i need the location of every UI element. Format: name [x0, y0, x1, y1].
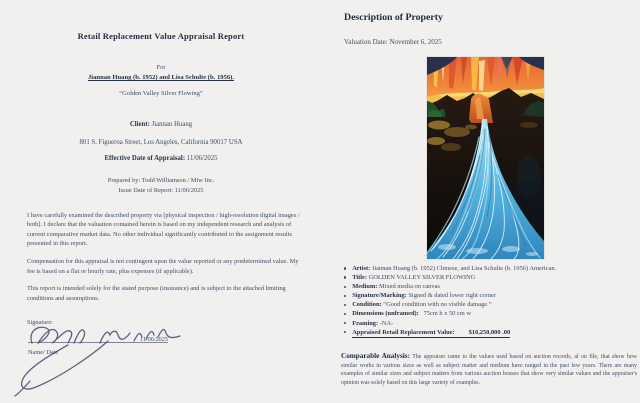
list-item-artist: Artist: Jiannan Huang (b. 1952) Chinese, and Lisa Schulte (b. 1956) American. [342, 264, 636, 273]
client-value: Jiannan Huang [151, 121, 193, 128]
bullet-dot-icon [344, 295, 346, 297]
issue-date-line: Issue Date of Report: 11/06/2025 [118, 187, 204, 194]
signature-date: 11/06/2025 [140, 336, 168, 343]
for-line: For [156, 64, 166, 71]
declaration-paragraphs [27, 211, 304, 312]
bullet-dot-icon [344, 267, 346, 269]
valuation-date-line: Valuation Date: November 6, 2025 [344, 38, 442, 46]
list-item-condition: Condition: “Good condition with no visible damage.” [342, 300, 636, 309]
comparable-analysis-text: The appraiser came to the values used based on auction records, al on file, that show how similar works in various sizes as well as subject matter and medium have ranged in the past few years. There are many examples of similar sizes and subject matters from various auction houses that show very similar values and the appraiser's opinion was solely based on this large variety of examples. [341, 354, 637, 387]
handwritten-signature [8, 325, 218, 397]
paragraph-examination: I have carefully examined the described property via [physical inspection / high-resolution digital images / both]. I declare that the valuation contained herein is based on my independent research and analysis of current comparative market data. No other individual significantly contributed to the assignment results presented in this report. [27, 212, 300, 248]
bullet-dot-icon [344, 331, 346, 333]
description-page [330, 0, 640, 403]
description-heading: Description of Property [344, 12, 443, 23]
client-label: Client: [129, 121, 150, 128]
bullet-dot-icon [344, 286, 346, 288]
signature-label: Signature: [27, 319, 53, 326]
bullet-dot-icon [344, 322, 346, 324]
client-line [0, 121, 322, 128]
effective-date-label: Effective Date of Appraisal: [104, 155, 186, 162]
bullet-dot-icon [344, 313, 346, 315]
bullet-dot-icon [344, 276, 346, 278]
list-item-title: Title: GOLDEN VALLEY SILVER FLOWING [342, 273, 636, 282]
list-item-framing: Framing: -NA- [342, 319, 636, 328]
owners-names: Jiannan Huang (b. 1952) and Lisa Schulte (b. 1956). [87, 74, 234, 81]
list-item-signature-marking: Signature/Marking: Signed & dated lower right corner [342, 291, 636, 300]
bullet-dot-icon [344, 304, 346, 306]
artwork-title-quote: “Golden Valley Silver Flowing” [119, 90, 203, 97]
property-details-list [342, 264, 636, 338]
report-title: Retail Replacement Value Appraisal Report [77, 31, 245, 41]
prepared-by-line: Prepared by: Todd Williamson / Mtw Inc. [107, 177, 215, 184]
paragraph-purpose: This report is intended solely for the stated purpose (insurance) and is subject to the attached limiting conditions and assumptions. [27, 285, 286, 302]
list-item-appraised-value: Appraised Retail Replacement Value: $10,250,000 .00 [342, 328, 636, 338]
client-address: 801 S. Figueroa Street, Los Angeles, California 90017 USA [79, 139, 243, 146]
comparable-analysis-paragraph [341, 352, 637, 388]
artwork-image [427, 57, 544, 259]
list-item-dimensions: Dimensions (unframed): 75cm h x 50 cm w [342, 309, 636, 318]
effective-date-value: 11/06/2025 [186, 155, 218, 162]
paragraph-compensation: Compensation for this appraisal is not contingent upon the value reported or any predetermined value. My fee is based on a flat or hourly rate, plus expenses (if applicable). [27, 258, 299, 275]
name-date-label: Name/ Date [28, 349, 59, 356]
effective-date-line [0, 155, 322, 162]
list-item-medium: Medium: Mixed media on canvas [342, 282, 636, 291]
comparable-analysis-label: Comparable Analysis: [341, 352, 410, 360]
